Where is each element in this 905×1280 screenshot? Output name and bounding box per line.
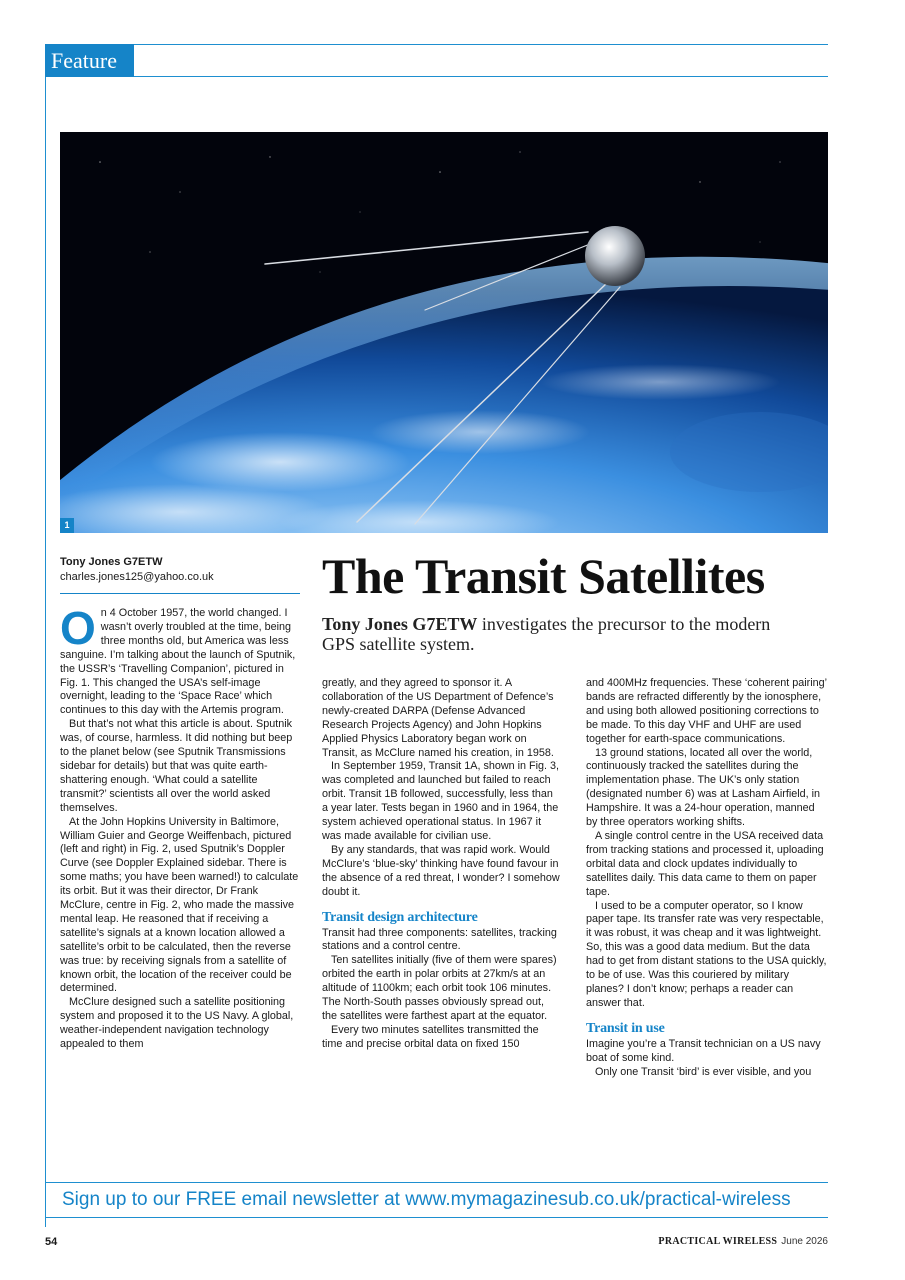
subheading: Transit in use	[586, 1020, 665, 1036]
page-number: 54	[45, 1236, 58, 1248]
column-1	[60, 602, 300, 1052]
section-tab: Feature	[45, 44, 134, 77]
paragraph: By any standards, that was rapid work. Would McClure’s ‘blue-sky’ thinking have found favour in the absence of a red threat, I wonder? I somehow doubt it.	[322, 843, 560, 898]
paragraph: Imagine you’re a Transit technician on a US navy boat of some kind.	[586, 1037, 821, 1064]
header-rule-top	[45, 44, 828, 45]
sputnik-sphere	[585, 226, 645, 286]
paragraph: But that’s not what this article is about. Sputnik was, of course, harmless. It did nothing but beep to the planet below (see Sputnik Transmissions sidebar for details) but that was quite earth-shattering enough. ‘What could a satellite transmit?’ scientists all over the world asked themselves.	[60, 718, 293, 814]
paragraph: A single control centre in the USA received data from tracking stations and processed it, uploading orbital data and clock updates individually to satellites daily. This data came to them on paper tape.	[586, 829, 824, 898]
byline	[60, 555, 300, 585]
paragraph: greatly, and they agreed to sponsor it. A collaboration of the US Department of Defence’s newly-created DARPA (Defense Advanced Research Projects Agency) and John Hopkins Applied Physics Laboratory began work on Transit, as McClure named his creation, in 1958.	[322, 677, 554, 759]
standfirst-author: Tony Jones G7ETW	[322, 614, 478, 634]
paragraph: Every two minutes satellites transmitted the time and precise orbital data on fixed 150	[322, 1023, 539, 1050]
paragraph	[60, 602, 300, 718]
article-title: The Transit Satellites	[322, 548, 765, 604]
paragraph: McClure designed such a satellite positioning system and proposed it to the US Navy. A global, weather-independent navigation technology appealed to them	[60, 996, 294, 1051]
figure-number: 1	[60, 518, 74, 533]
paragraph: Transit had three components: satellites, tracking stations and a control centre.	[322, 926, 557, 953]
byline-author: Tony Jones G7ETW	[60, 556, 163, 568]
paragraph: I used to be a computer operator, so I know paper tape. Its transfer rate was very respectable, it was robust, it was cheap and it was lightweight. So, this was a good data medium. But the data had to get from distant stations to the USA quickly, to be of use. Was this couriered by military planes? I don’t know; perhaps a reader can answer that.	[586, 899, 827, 1009]
paragraph: At the John Hopkins University in Baltimore, William Guier and George Weiffenbach, pictured (left and right) in Fig. 2, used Sputnik’s Doppler Curve (see Doppler Explained sidebar. There is some maths; you have been warned!) to calculate its orbit. But it was their director, Dr Frank McClure, centre in Fig. 2, who made the massive mental leap. He reasoned that if receiving a satellite’s signals at a known location allowed a satellite’s orbit to be calculated, then the reverse was true: by receiving signals from a satellite of known orbit, the location of the receiver could be determined.	[60, 815, 299, 995]
magazine-name: PRACTICAL WIRELESS	[658, 1236, 778, 1247]
paragraph: Ten satellites initially (five of them were spares) orbited the earth in polar orbits at 27km/s at an altitude of 1100km; each orbit took 106 minutes. The North-South passes obviously spread out, the satellites were farthest apart at the equator.	[322, 954, 557, 1022]
paragraph: 13 ground stations, located all over the world, continuously tracked the satellites during the implementation phase. The UK’s only station (designated number 6) was at Lasham Airfield, in Hampshire. It was a 24-hour operation, manned by three operators working shifts.	[586, 746, 821, 829]
subheading: Transit design architecture	[322, 909, 478, 925]
banner-rule-top	[45, 1182, 828, 1183]
sputnik-illustration	[60, 132, 828, 533]
drop-cap: O	[60, 602, 96, 654]
byline-email: charles.jones125@yahoo.co.uk	[60, 571, 214, 583]
issue-date: June 2026	[781, 1236, 828, 1247]
byline-rule	[60, 593, 300, 594]
hero-image-sputnik	[60, 132, 828, 533]
column-3	[586, 677, 828, 1079]
column-2	[322, 677, 560, 1052]
paragraph-text: n 4 October 1957, the world changed. I wasn’t overly troubled at the time, being three months old, but America was less sanguine. I’m talking about the launch of Sputnik, the USSR’s ‘Travelling Companion’, pictured in Fig. 1. This changed the USA’s self-image overnight, leading to the ‘Space Race’ which continues to this day with the Artemis program.	[60, 607, 296, 717]
paragraph: and 400MHz frequencies. These ‘coherent pairing’ bands are refracted differently by the ionosphere, and using both allowed positioning corrections to be made. To this day VHF and UHF are used together for earth-space communications.	[586, 677, 827, 745]
newsletter-banner-link[interactable]: Sign up to our FREE email newsletter at www.mymagazinesub.co.uk/practical-wireless	[62, 1189, 791, 1210]
paragraph: Only one Transit ‘bird’ is ever visible, and you	[595, 1065, 812, 1078]
banner-rule-bottom	[45, 1217, 828, 1218]
standfirst-text: investigates the precursor to the modern GPS satellite system.	[322, 614, 771, 654]
header-rule-bottom	[134, 76, 828, 77]
page-left-rule	[45, 44, 46, 1227]
standfirst	[322, 614, 792, 654]
footer-masthead	[658, 1236, 828, 1247]
paragraph: In September 1959, Transit 1A, shown in Fig. 3, was completed and launched but failed to reach orbit. Transit 1B followed, successfully, less than a year later. Tests began in 1960 and in 1964, the system achieved operational status. In 1967 it was made available for civilian use.	[322, 760, 560, 842]
